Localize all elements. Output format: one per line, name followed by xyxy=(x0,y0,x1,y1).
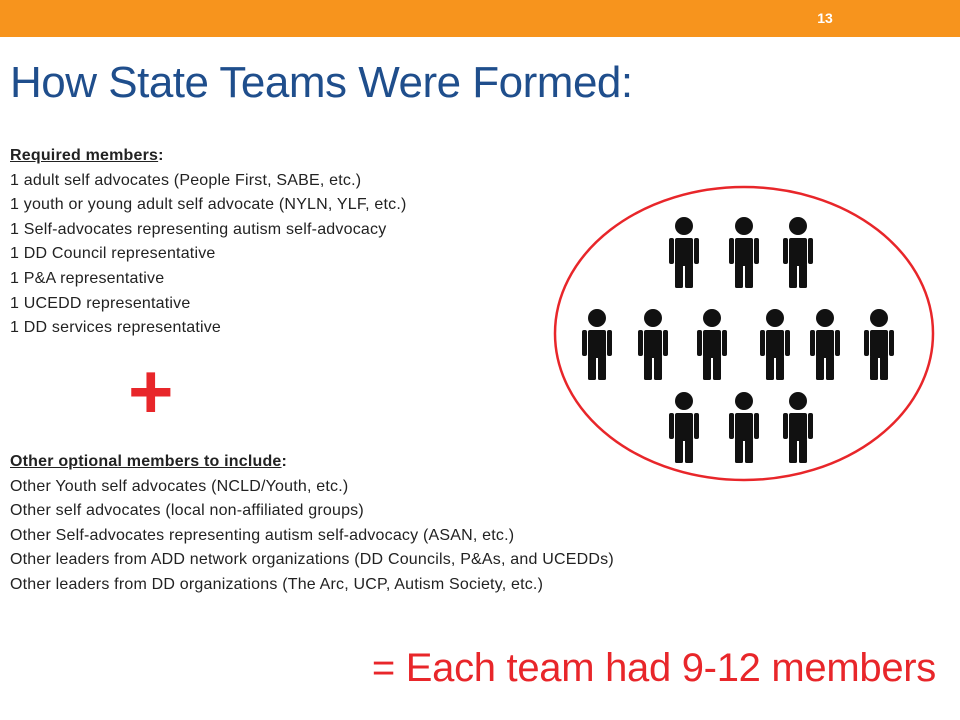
optional-member-item: Other leaders from DD organizations (The Arc, UCP, Autism Society, etc.) xyxy=(10,575,544,593)
required-member-item: 1 P&A representative xyxy=(10,269,165,287)
required-member-item: 1 DD services representative xyxy=(10,319,222,337)
person-icon xyxy=(669,217,699,288)
required-members-list xyxy=(10,169,407,341)
optional-members-heading: Other optional members to include: xyxy=(10,453,288,470)
person-icon xyxy=(582,309,612,380)
optional-member-item: Other Self-advocates representing autism self-advocacy (ASAN, etc.) xyxy=(10,526,515,544)
team-size-result: = Each team had 9-12 members xyxy=(371,646,936,690)
optional-member-item: Other Youth self advocates (NCLD/Youth, etc.) xyxy=(10,477,349,495)
required-member-item: 1 adult self advocates (People First, SABE, etc.) xyxy=(10,171,362,189)
team-illustration xyxy=(553,185,935,482)
person-icon xyxy=(783,217,813,288)
required-member-item: 1 Self-advocates representing autism self-advocacy xyxy=(10,220,387,238)
person-icon xyxy=(760,309,790,380)
required-member-item: 1 UCEDD representative xyxy=(10,294,191,312)
slide-number: 13 xyxy=(817,10,833,26)
person-icon xyxy=(669,392,699,463)
optional-members-section xyxy=(10,450,614,598)
person-icon xyxy=(810,309,840,380)
required-member-item: 1 youth or young adult self advocate (NYLN, YLF, etc.) xyxy=(10,196,407,214)
person-icon xyxy=(729,392,759,463)
person-icon xyxy=(729,217,759,288)
optional-member-item: Other leaders from ADD network organizations (DD Councils, P&As, and UCEDDs) xyxy=(10,551,614,569)
plus-sign: + xyxy=(128,347,174,435)
required-member-item: 1 DD Council representative xyxy=(10,245,216,263)
optional-members-list xyxy=(10,475,614,598)
slide-title: How State Teams Were Formed: xyxy=(10,58,633,107)
required-members-section xyxy=(10,144,407,341)
person-icon xyxy=(783,392,813,463)
person-icon xyxy=(864,309,894,380)
person-icon xyxy=(697,309,727,380)
person-icon xyxy=(638,309,668,380)
required-members-heading: Required members: xyxy=(10,147,164,164)
optional-member-item: Other self advocates (local non-affiliated groups) xyxy=(10,502,364,520)
